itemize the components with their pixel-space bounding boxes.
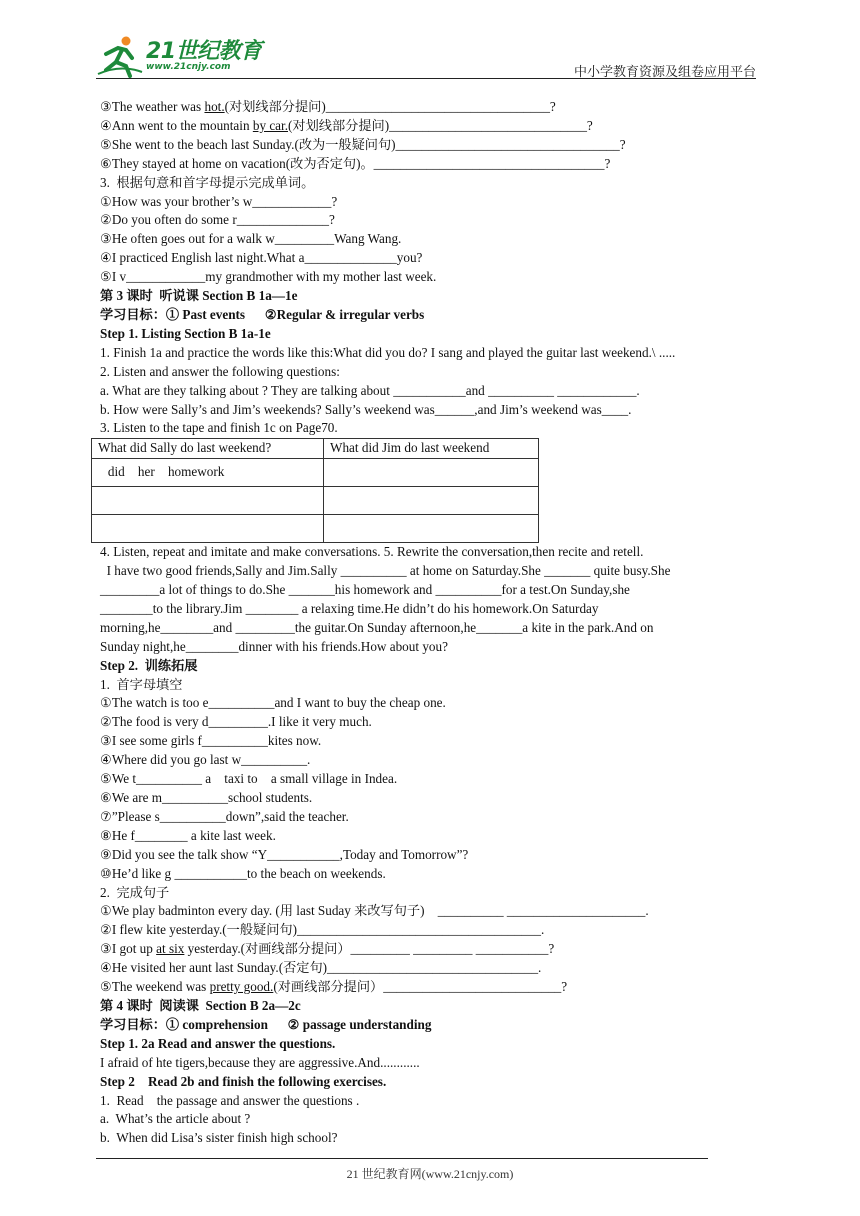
table-cell[interactable] [92,515,324,543]
section-heading [100,306,760,325]
text-segment: ⑧He f________ a kite last week. [100,827,276,843]
text-line [100,193,760,212]
footer-text: 21 世纪教育网(www.21cnjy.com) [346,1167,514,1181]
text-segment: 1. Read the passage and answer the questions . [100,1092,360,1108]
text-segment: b. When did Lisa’s sister finish high school? [100,1130,338,1146]
text-line [100,959,760,978]
text-line [100,401,760,420]
text-line [100,136,760,155]
text-segment: ③I see some girls f__________kites now. [100,733,322,749]
text-line [100,921,760,940]
text-line [100,827,760,846]
text-line [100,1110,760,1129]
text-segment: ④Ann went to the mountain [100,117,253,133]
text-segment: ⑥We are m__________school students. [100,790,313,805]
text-line [100,581,760,600]
text-segment: 学习目标：① comprehension ② passage understanding [100,1016,432,1032]
text-segment: 3. Listen to the tape and finish 1c on Page70. [100,420,338,436]
underlined-text: at six [156,941,185,957]
text-line [100,638,760,657]
text-line [100,884,760,903]
text-segment: ⑤She went to the beach last Sunday.(改为一般疑问句)__________________________________? [100,136,626,152]
text-line [100,1092,760,1111]
text-segment: 3. 根据句意和首字母提示完成单词。 [100,174,315,190]
table-cell[interactable] [92,487,324,515]
text-line [100,619,760,638]
text-segment: 2. Listen and answer the following questions: [100,363,340,379]
text-line [100,98,760,117]
text-segment: ①How was your brother’s w____________? [100,193,338,209]
text-line [100,676,760,695]
text-line [100,344,760,363]
text-segment: ⑤The weekend was [100,979,210,995]
header-platform-text: 中小学教育资源及组卷应用平台 [573,64,756,79]
text-line [100,419,760,438]
text-segment: b. How were Sally’s and Jim’s weekends? Sally’s weekend was______,and Jim’s weekend was____. [100,401,632,417]
text-segment: ②I flew kite yesterday.(一般疑问句)_____________________________________. [100,922,545,938]
text-line [100,902,760,921]
section-heading [100,1073,760,1092]
text-line [100,713,760,732]
text-segment: ⑤We t__________ a taxi to a small village in Indea. [100,771,398,787]
underlined-text: pretty good. [209,979,274,995]
text-line [100,978,760,997]
text-segment: 2. 完成句子 [100,884,170,900]
text-segment: ⑤I v____________my grandmother with my mother last week. [100,269,437,285]
text-segment: ③The weather was [100,99,205,114]
section-heading [100,1016,760,1035]
text-segment: a. What’s the article about ? [100,1111,251,1127]
text-segment: ⑩He’d like g ___________to the beach on weekends. [100,865,386,881]
text-line [100,117,760,136]
text-segment: 4. Listen, repeat and imitate and make conversations. 5. Rewrite the conversation,then recite and retell. [100,544,644,560]
text-line [100,211,760,230]
text-line [100,732,760,751]
text-segment: Step 1. Listing Section B 1a-1e [100,325,271,341]
text-segment: ⑥They stayed at home on vacation(改为否定句)。___________________________________? [100,155,611,171]
text-segment: 1. 首字母填空 [100,676,183,692]
text-segment: ③He often goes out for a walk w_________Wang Wang. [100,231,402,247]
text-line [100,789,760,808]
text-line [100,249,760,268]
text-line [100,363,760,382]
text-segment: Step 1. 2a Read and answer the questions. [100,1035,336,1051]
text-segment: Step 2 Read 2b and finish the following exercises. [100,1073,387,1089]
section-heading [100,325,760,344]
text-line [100,751,760,770]
text-line [100,1054,760,1073]
text-line [100,694,760,713]
table-header-cell: What did Sally do last weekend? [92,439,324,459]
text-segment: ⑨Did you see the talk show “Y___________,Today and Tomorrow”? [100,846,469,862]
underlined-text: hot. [204,99,225,114]
text-segment: yesterday.(对画线部分提问）_________ _________ ___________? [184,941,555,957]
table-row [92,459,539,487]
header-divider [96,78,756,79]
text-segment: ②Do you often do some r______________? [100,212,335,228]
text-segment: ④Where did you go last w__________. [100,752,311,768]
text-segment: 学习目标：① Past events ②Regular & irregular verbs [100,306,425,322]
text-segment: ①The watch is too e__________and I want to buy the cheap one. [100,695,446,711]
text-line [100,155,760,174]
section-heading [100,657,760,676]
text-segment: a. What are they talking about ? They are talking about ___________and __________ ____________. [100,382,640,398]
text-segment: I afraid of hte tigers,because they are aggressive.And............ [100,1054,420,1070]
text-segment: ⑦”Please s__________down”,said the teacher. [100,808,349,824]
table-cell[interactable]: did her homework [92,459,324,487]
logo-text: 21世纪教育 [146,39,262,64]
text-segment: ④He visited her aunt last Sunday.(否定句)________________________________. [100,960,542,976]
table-cell[interactable] [324,487,539,515]
underlined-text: by car. [252,117,288,133]
text-line [100,543,760,562]
logo-url: www.21cnjy.com [146,62,231,72]
text-line [100,808,760,827]
text-segment: Step 2. 训练拓展 [100,657,198,673]
footer-divider [96,1158,708,1159]
text-line [100,382,760,401]
table-cell[interactable] [324,515,539,543]
text-segment: (对划线部分提问)__________________________________? [224,99,556,114]
text-segment: ④I practiced English last night.What a______________you? [100,250,423,266]
text-segment: morning,he________and _________the guitar.On Sunday afternoon,he_______a kite in the park.And on [100,619,654,635]
table-row [92,487,539,515]
text-segment: ③I got up [100,941,157,957]
text-line [100,562,760,581]
table-row [92,515,539,543]
section-heading [100,1035,760,1054]
table-header-cell: What did Jim do last weekend [324,439,539,459]
text-segment: 第 4 课时 阅读课 Section B 2a—2c [100,997,301,1013]
text-line [100,846,760,865]
text-segment: ②The food is very d_________.I like it very much. [100,714,372,730]
text-line [100,230,760,249]
text-line [100,174,760,193]
text-segment: _________a lot of things to do.She _______his homework and __________for a test.On Sunday,she [100,582,630,598]
text-segment: I have two good friends,Sally and Jim.Sally __________ at home on Saturday.She _______ quite busy.She [100,563,671,579]
text-line [100,600,760,619]
section-heading [100,287,760,306]
text-line [100,770,760,789]
table-cell[interactable] [324,459,539,487]
text-line [100,268,760,287]
text-segment: 1. Finish 1a and practice the words like this:What did you do? I sang and played the guitar last weekend.\ ..... [100,344,676,360]
document-body [100,98,760,1148]
text-segment: ________to the library.Jim ________ a relaxing time.He didn’t do his homework.On Saturday [100,600,599,616]
text-segment: 第 3 课时 听说课 Section B 1a—1e [100,288,298,304]
page-header [0,0,860,80]
runner-logo-icon [96,34,144,78]
text-line [100,1129,760,1148]
text-segment: ①We play badminton every day. (用 last Suday 来改写句子) __________ _____________________. [100,903,649,919]
text-line [100,865,760,884]
text-segment: Sunday night,he________dinner with his friends.How about you? [100,638,448,654]
text-segment: (对划线部分提问)______________________________? [288,117,593,133]
listening-table [91,438,539,543]
section-heading [100,997,760,1016]
text-segment: (对画线部分提问）___________________________? [273,979,568,995]
site-logo[interactable] [96,34,266,78]
text-line [100,940,760,959]
